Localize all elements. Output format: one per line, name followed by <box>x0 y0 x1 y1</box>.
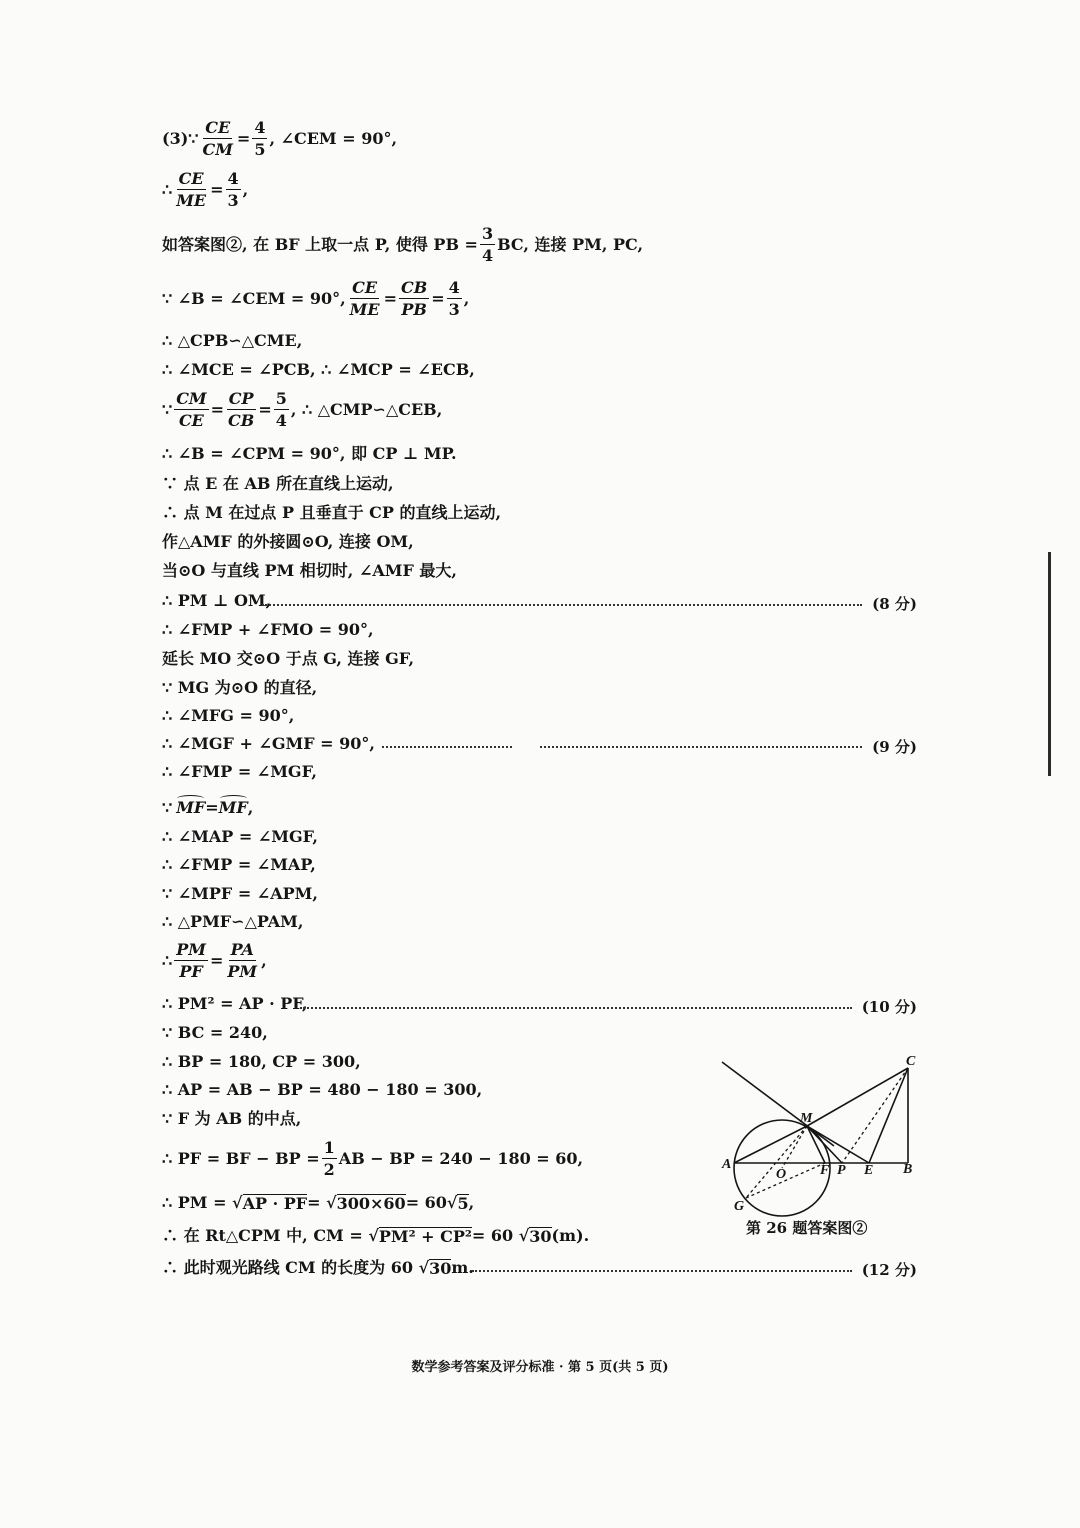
score-leader <box>300 1007 852 1009</box>
score-leader <box>382 746 512 748</box>
denominator: PB <box>401 300 427 319</box>
line-11: 作△AMF 的外接圆⊙O, 连接 OM, <box>162 532 414 551</box>
text: = <box>205 798 219 817</box>
score-8: (8 分) <box>872 595 917 613</box>
label-b: B <box>903 1162 913 1177</box>
label-o: O <box>776 1167 787 1182</box>
line-10: ∴ 点 M 在过点 P 且垂直于 CP 的直线上运动, <box>162 503 502 522</box>
radicand: PM² + CP² <box>378 1227 472 1246</box>
radicand: 300×60 <box>336 1194 406 1213</box>
line-20 <box>162 800 253 816</box>
numerator: 4 <box>227 169 239 188</box>
fraction <box>399 280 429 318</box>
line-13: ∴ PM ⊥ OM, <box>162 591 272 610</box>
line-14: ∴ ∠FMP + ∠FMO = 90°, <box>162 620 374 639</box>
label-e: E <box>864 1163 874 1178</box>
denominator: CE <box>178 411 204 430</box>
numerator: CE <box>205 118 231 137</box>
text: AB − BP = 240 − 180 = 60, <box>338 1149 584 1168</box>
score-leader <box>262 604 862 606</box>
label-g: G <box>734 1199 745 1214</box>
segment-cm <box>807 1068 908 1126</box>
geometry-figure <box>716 1050 930 1218</box>
fraction <box>225 942 259 980</box>
line-15: 延长 MO 交⊙O 于点 G, 连接 GF, <box>162 649 415 668</box>
fraction <box>348 280 382 318</box>
numerator: 5 <box>275 389 287 408</box>
line-34 <box>162 1259 474 1277</box>
numerator: PM <box>176 940 206 959</box>
text: ∵ <box>162 400 173 419</box>
line-3 <box>162 226 643 264</box>
text: = 60 √ <box>471 1226 530 1245</box>
text: ∵ <box>162 798 173 817</box>
fraction <box>252 120 267 158</box>
fraction <box>322 1140 337 1178</box>
fraction <box>174 171 208 209</box>
line-26: ∴ PM² = AP · PF, <box>162 994 308 1013</box>
numerator: 4 <box>254 118 266 137</box>
line-12: 当⊙O 与直线 PM 相切时, ∠AMF 最大, <box>162 561 457 580</box>
label-f: F <box>820 1163 830 1178</box>
numerator: CE <box>178 169 204 188</box>
text: = <box>210 180 224 199</box>
fraction <box>274 391 289 429</box>
score-10: (10 分) <box>861 998 917 1016</box>
text: = 60√ <box>405 1193 458 1212</box>
fraction <box>447 280 462 318</box>
line-25 <box>162 942 267 980</box>
denominator: CM <box>202 140 233 159</box>
line-8: ∴ ∠B = ∠CPM = 90°, 即 CP ⊥ MP. <box>162 444 457 463</box>
text: = <box>383 289 397 308</box>
line-5: ∴ △CPB∽△CME, <box>162 331 303 350</box>
denominator: 3 <box>227 191 239 210</box>
line-24: ∴ △PMF∽△PAM, <box>162 912 304 931</box>
radicand: AP · PF <box>242 1194 308 1213</box>
line-9: ∵ 点 E 在 AB 所在直线上运动, <box>162 474 394 493</box>
text: ∴ 在 Rt△CPM 中, CM = √ <box>162 1226 379 1245</box>
figure-caption: 第 26 题答案图② <box>746 1219 868 1237</box>
denominator: ME <box>176 191 207 210</box>
segment-ce <box>869 1068 908 1163</box>
text: , <box>247 798 254 817</box>
line-16: ∵ MG 为⊙O 的直径, <box>162 678 318 697</box>
text: (m). <box>551 1226 590 1245</box>
line-28: ∴ BP = 180, CP = 300, <box>162 1052 361 1071</box>
line-1 <box>162 120 397 158</box>
denominator: 2 <box>323 1160 335 1179</box>
segment-am <box>734 1126 807 1163</box>
label-a: A <box>722 1157 732 1172</box>
arc-mf <box>219 800 248 816</box>
fraction <box>480 226 495 264</box>
text: (3)∵ <box>162 129 199 148</box>
text: ∴ PF = BF − BP = <box>162 1149 320 1168</box>
text: = <box>236 129 251 148</box>
line-23: ∵ ∠MPF = ∠APM, <box>162 884 318 903</box>
denominator: CB <box>228 411 255 430</box>
numerator: PA <box>230 940 254 959</box>
denominator: 4 <box>481 246 494 265</box>
text: = √ <box>307 1193 337 1212</box>
numerator: CE <box>352 278 378 297</box>
line-21: ∴ ∠MAP = ∠MGF, <box>162 827 318 846</box>
radicand: 5 <box>457 1194 469 1213</box>
text: ∴ <box>162 951 173 970</box>
denominator: ME <box>349 300 380 319</box>
numerator: 4 <box>448 278 460 297</box>
page-footer: 数学参考答案及评分标准 · 第 5 页(共 5 页) <box>411 1360 669 1375</box>
line-4 <box>162 280 469 318</box>
text: BC, 连接 PM, PC, <box>497 235 644 254</box>
line-33 <box>162 1227 589 1245</box>
line-6: ∴ ∠MCE = ∠PCB, ∴ ∠MCP = ∠ECB, <box>162 360 475 379</box>
numerator: CP <box>228 389 254 408</box>
text: m. <box>451 1258 474 1277</box>
numerator: CM <box>176 389 207 408</box>
score-leader <box>472 1270 852 1272</box>
denominator: 4 <box>275 411 287 430</box>
text: , <box>468 1193 475 1212</box>
text: = <box>258 400 272 419</box>
line-pm-extended <box>722 1062 834 1146</box>
denominator: PF <box>179 962 203 981</box>
text: , <box>261 951 267 970</box>
text: ∴ 此时观光路线 CM 的长度为 60 √ <box>162 1258 430 1277</box>
score-leader <box>540 746 862 748</box>
line-7 <box>162 391 442 429</box>
segment-mg-dashed <box>746 1126 807 1198</box>
line-2 <box>162 171 248 209</box>
denominator: PM <box>227 962 258 981</box>
text: , <box>463 289 470 308</box>
denominator: 3 <box>448 300 460 319</box>
fraction <box>226 391 256 429</box>
line-31 <box>162 1140 583 1178</box>
arc-mf <box>176 800 205 816</box>
text: = <box>209 951 224 970</box>
arc-label: MF <box>218 798 248 817</box>
numerator: 3 <box>481 224 494 243</box>
fraction <box>200 120 234 158</box>
denominator: 5 <box>254 140 266 159</box>
numerator: 1 <box>323 1138 335 1157</box>
text: = <box>210 400 225 419</box>
line-29: ∴ AP = AB − BP = 480 − 180 = 300, <box>162 1080 483 1099</box>
score-12: (12 分) <box>861 1261 917 1279</box>
radicand: 30 <box>429 1259 452 1278</box>
text: ∴ <box>162 180 173 199</box>
line-27: ∵ BC = 240, <box>162 1023 268 1042</box>
line-18: ∴ ∠MGF + ∠GMF = 90°, <box>162 734 375 753</box>
score-9: (9 分) <box>872 738 917 756</box>
line-32 <box>162 1194 474 1212</box>
text: = <box>431 289 445 308</box>
text: ∵ ∠B = ∠CEM = 90°, <box>162 289 346 308</box>
line-30: ∵ F 为 AB 的中点, <box>162 1109 302 1128</box>
scan-margin-mark <box>1048 552 1051 776</box>
radicand: 30 <box>529 1227 552 1246</box>
fraction <box>174 942 208 980</box>
line-19: ∴ ∠FMP = ∠MGF, <box>162 762 317 781</box>
numerator: CB <box>400 278 428 297</box>
label-m: M <box>800 1111 813 1126</box>
text: , ∠CEM = 90°, <box>269 129 398 148</box>
line-22: ∴ ∠FMP = ∠MAP, <box>162 855 316 874</box>
arc-label: MF <box>176 798 206 817</box>
fraction <box>174 391 208 429</box>
text: ∴ PM = √ <box>162 1193 243 1212</box>
label-c: C <box>906 1054 916 1069</box>
text: , ∴ △CMP∽△CEB, <box>290 400 443 419</box>
label-p: P <box>837 1163 846 1178</box>
text: , <box>242 180 249 199</box>
line-17: ∴ ∠MFG = 90°, <box>162 706 295 725</box>
text: 如答案图②, 在 BF 上取一点 P, 使得 PB = <box>162 235 478 254</box>
fraction <box>226 171 241 209</box>
